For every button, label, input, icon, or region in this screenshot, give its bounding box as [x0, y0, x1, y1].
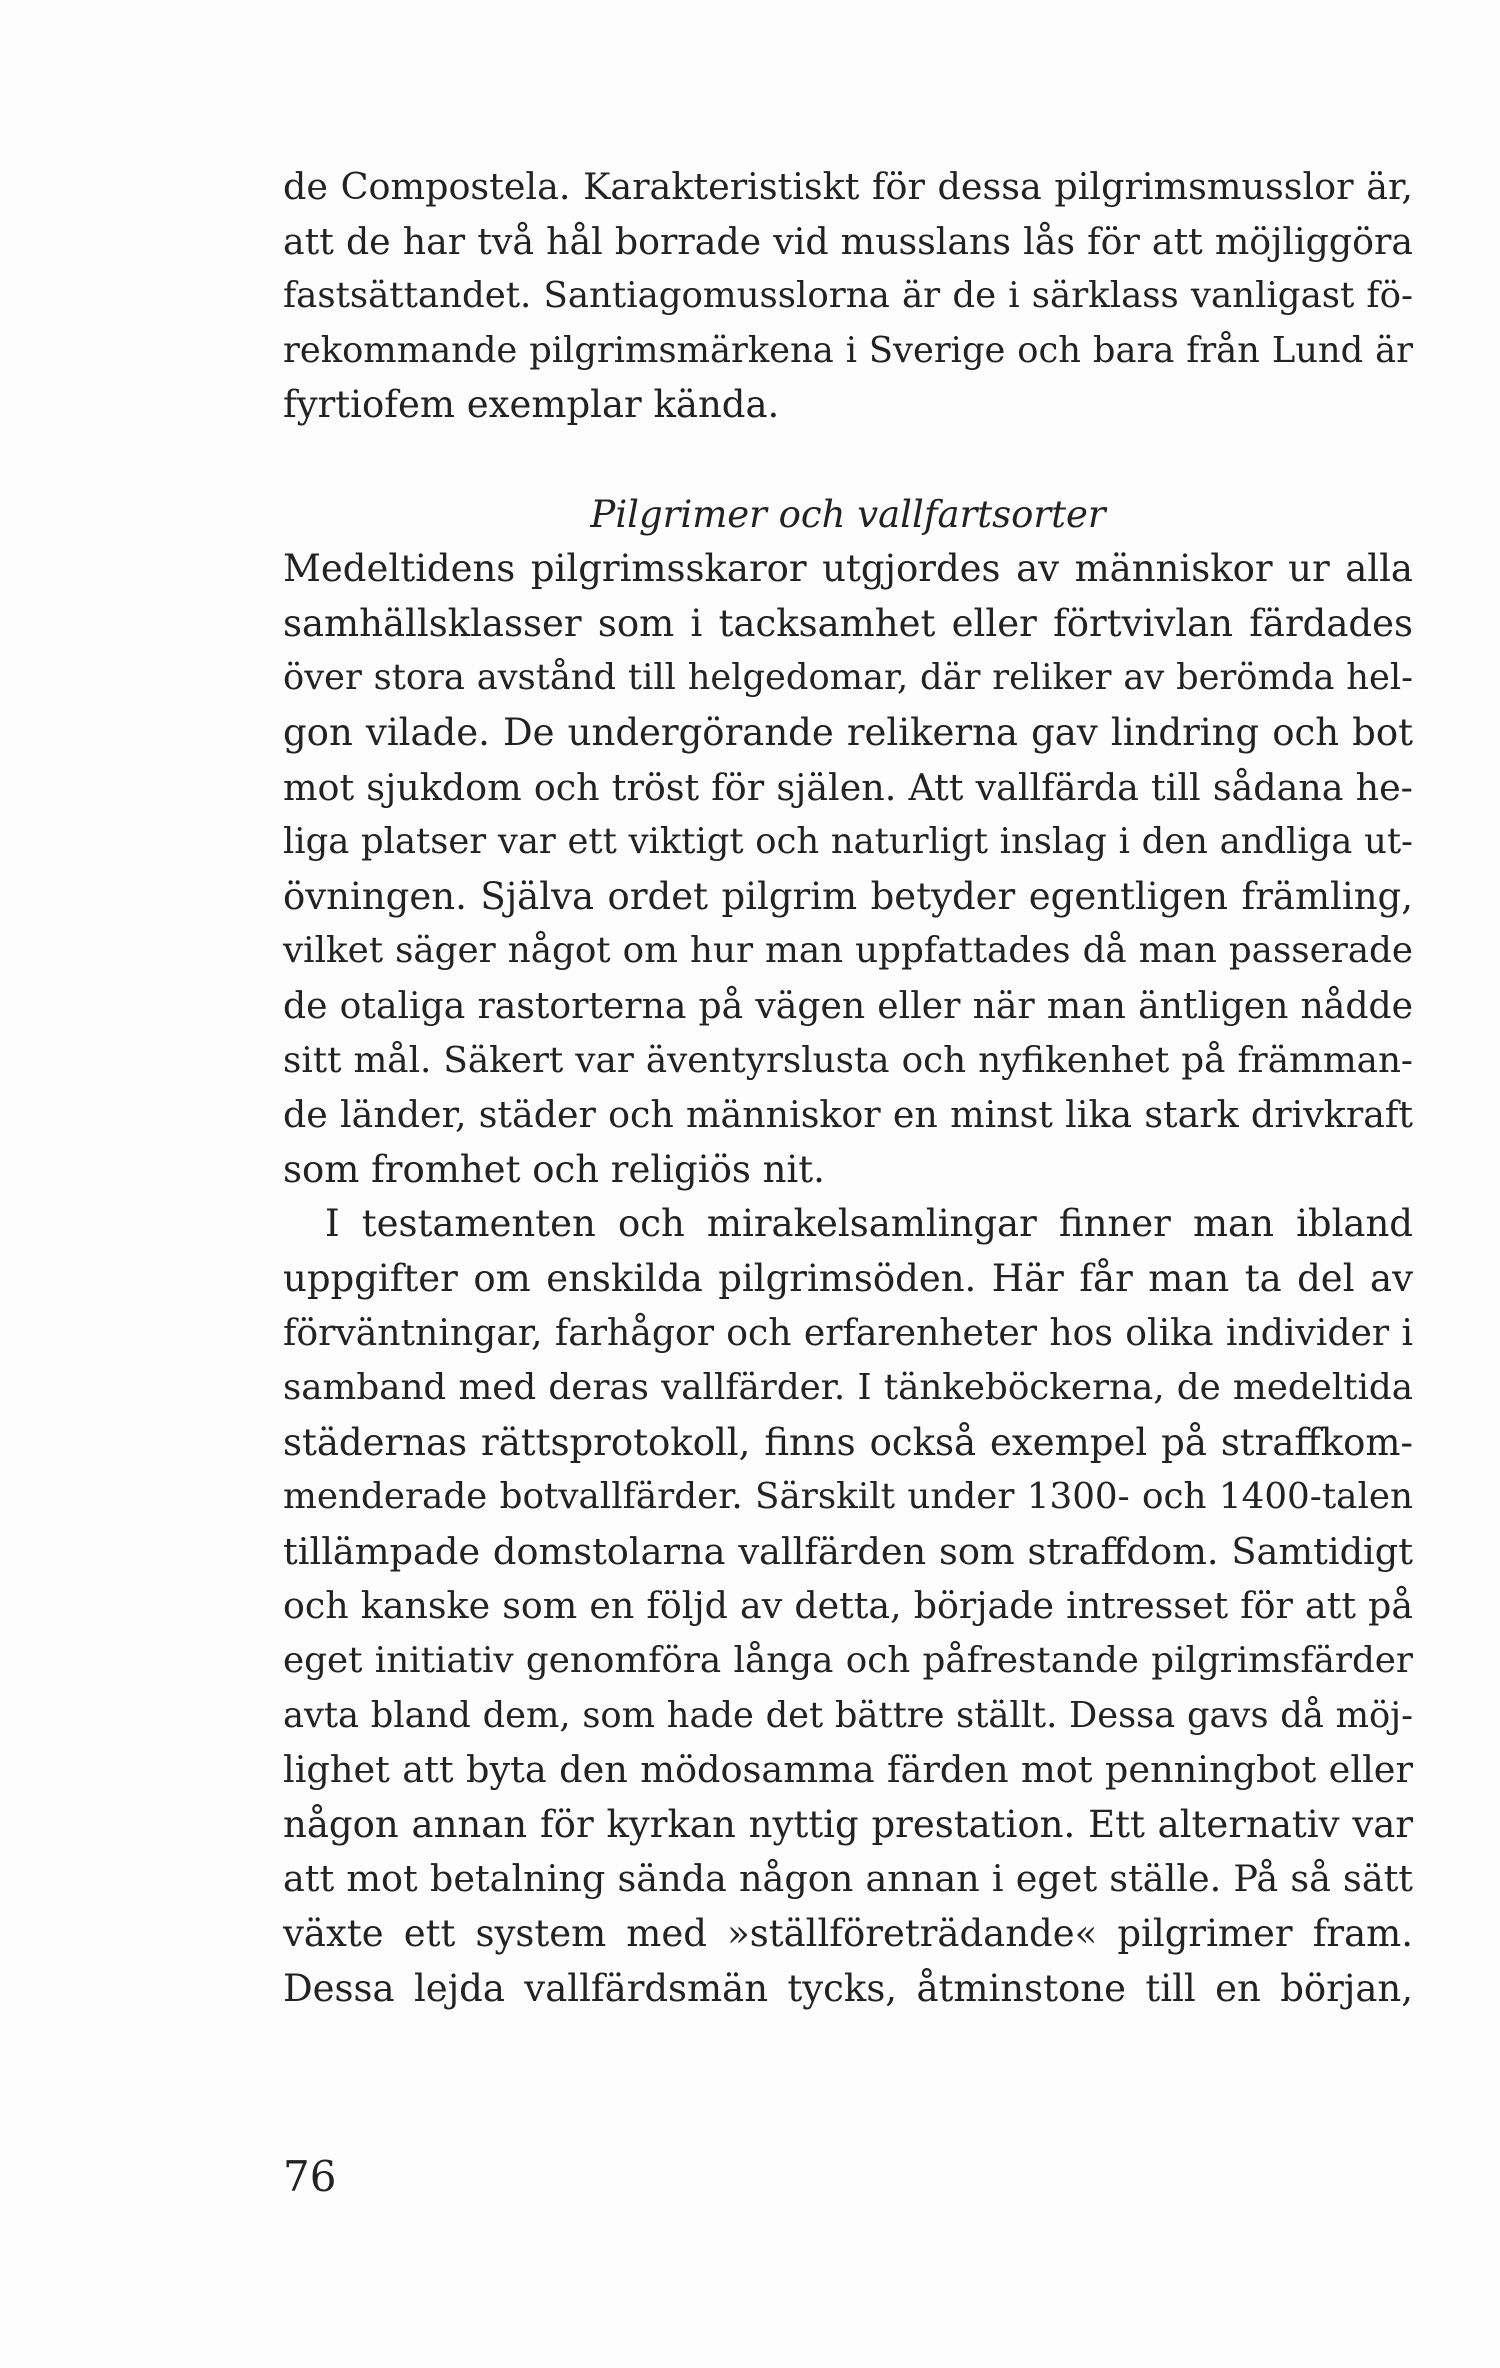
blank-line [283, 433, 1413, 488]
section-heading: Pilgrimer och vallfartsorter [590, 492, 1106, 536]
text-line: städernas rättsprotokoll, finns också exempel på straffkom- [283, 1420, 1413, 1464]
text-line: fastsättandet. Santiagomusslorna är de i särklass vanligast fö- [283, 275, 1413, 317]
text-line: övningen. Själva ordet pilgrim betyder egentligen främling, [283, 874, 1413, 918]
text-line: samhällsklasser som i tacksamhet eller förtvivlan färdades [283, 601, 1413, 645]
text-line: sitt mål. Säkert var äventyrslusta och nyfikenhet på främman- [283, 1039, 1413, 1081]
text-line: samband med deras vallfärder. I tänkeböckerna, de medeltida [283, 1367, 1413, 1409]
text-line: över stora avstånd till helgedomar, där reliker av berömda hel- [283, 657, 1413, 699]
text-line: som fromhet och religiös nit. [283, 1147, 825, 1191]
text-line: tillämpade domstolarna vallfärden som straffdom. Samtidigt [283, 1529, 1413, 1573]
text-line: mot sjukdom och tröst för själen. Att vallfärda till sådana he- [283, 765, 1413, 809]
text-line: avta bland dem, som hade det bättre ställt. Dessa gavs då möj- [283, 1694, 1413, 1736]
text-line: liga platser var ett viktigt och naturligt inslag i den andliga ut- [283, 821, 1413, 863]
text-line: förväntningar, farhågor och erfarenheter hos olika individer i [283, 1311, 1413, 1355]
text-line: vilket säger något om hur man uppfattades då man passerade [283, 930, 1413, 972]
text-line: menderade botvallfärder. Särskilt under 1300- och 1400-talen [283, 1476, 1413, 1518]
text-line: och kanske som en följd av detta, började intresset för att på [283, 1584, 1413, 1628]
text-line: fyrtiofem exemplar kända. [283, 383, 780, 427]
text-line: någon annan för kyrkan nyttig prestation. Ett alternativ var [283, 1802, 1413, 1846]
page-number: 76 [283, 2152, 337, 2201]
text-line: Dessa lejda vallfärdsmän tycks, åtminstone till en början, [283, 1966, 1413, 2010]
text-line: Medeltidens pilgrimsskaror utgjordes av människor ur alla [283, 547, 1413, 591]
text-line: att mot betalning sända någon annan i eget ställe. På så sätt [283, 1857, 1413, 1901]
text-line: I testamenten och mirakelsamlingar finner man ibland [325, 1202, 1413, 1246]
text-line: att de har två hål borrade vid musslans lås för att möjliggöra [283, 219, 1413, 263]
text-line: de Compostela. Karakteristiskt för dessa pilgrimsmusslor är, [283, 165, 1413, 208]
text-line: rekommande pilgrimsmärkena i Sverige och bara från Lund är [283, 329, 1413, 371]
text-line: gon vilade. De undergörande relikerna gav lindring och bot [283, 710, 1413, 754]
text-line: de länder, städer och människor en minst lika stark drivkraft [283, 1093, 1413, 1137]
text-line: eget initiativ genomföra långa och påfrestande pilgrimsfärder [283, 1640, 1413, 1682]
body-text [283, 160, 1413, 2016]
text-line: växte ett system med »ställföreträdande« pilgrimer fram. [283, 1912, 1413, 1955]
text-line: de otaliga rastorterna på vägen eller när man äntligen nådde [283, 983, 1413, 1027]
text-line: lighet att byta den mödosamma färden mot penningbot eller [283, 1748, 1413, 1792]
text-line: uppgifter om enskilda pilgrimsöden. Här får man ta del av [283, 1256, 1413, 1300]
